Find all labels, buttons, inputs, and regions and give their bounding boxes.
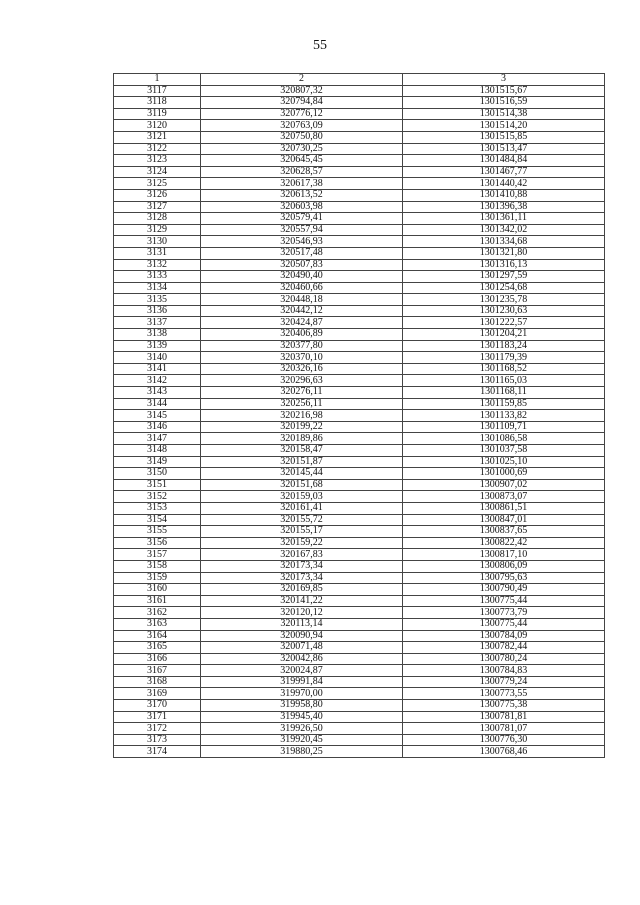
table-row: [114, 433, 605, 445]
column-header: 3: [403, 74, 605, 86]
table-row: [114, 294, 605, 306]
table-header-row: [114, 74, 605, 86]
x-coordinate-cell: 320169,85: [201, 584, 403, 596]
point-number-cell: 3146: [114, 421, 201, 433]
point-number-cell: 3165: [114, 642, 201, 654]
table-row: [114, 271, 605, 283]
x-coordinate-cell: 320557,94: [201, 224, 403, 236]
point-number-cell: 3144: [114, 398, 201, 410]
table-row: [114, 387, 605, 399]
point-number-cell: 3156: [114, 537, 201, 549]
y-coordinate-cell: 1301440,42: [403, 178, 605, 190]
table-row: [114, 700, 605, 712]
table-row: [114, 468, 605, 480]
x-coordinate-cell: 320807,32: [201, 85, 403, 97]
point-number-cell: 3148: [114, 445, 201, 457]
y-coordinate-cell: 1301410,88: [403, 189, 605, 201]
table-row: [114, 247, 605, 259]
point-number-cell: 3122: [114, 143, 201, 155]
point-number-cell: 3127: [114, 201, 201, 213]
table-row: [114, 236, 605, 248]
point-number-cell: 3160: [114, 584, 201, 596]
y-coordinate-cell: 1300784,09: [403, 630, 605, 642]
table-row: [114, 491, 605, 503]
point-number-cell: 3123: [114, 155, 201, 167]
y-coordinate-cell: 1301254,68: [403, 282, 605, 294]
table-row: [114, 711, 605, 723]
point-number-cell: 3124: [114, 166, 201, 178]
point-number-cell: 3152: [114, 491, 201, 503]
y-coordinate-cell: 1301316,13: [403, 259, 605, 271]
x-coordinate-cell: 320256,11: [201, 398, 403, 410]
x-coordinate-cell: 320613,52: [201, 189, 403, 201]
y-coordinate-cell: 1300781,07: [403, 723, 605, 735]
point-number-cell: 3134: [114, 282, 201, 294]
y-coordinate-cell: 1301183,24: [403, 340, 605, 352]
table-row: [114, 305, 605, 317]
x-coordinate-cell: 320155,17: [201, 526, 403, 538]
point-number-cell: 3174: [114, 746, 201, 758]
table-row: [114, 665, 605, 677]
table-row: [114, 178, 605, 190]
point-number-cell: 3121: [114, 131, 201, 143]
x-coordinate-cell: 320158,47: [201, 445, 403, 457]
y-coordinate-cell: 1300817,10: [403, 549, 605, 561]
y-coordinate-cell: 1300795,63: [403, 572, 605, 584]
table-row: [114, 421, 605, 433]
x-coordinate-cell: 320090,94: [201, 630, 403, 642]
table-row: [114, 363, 605, 375]
y-coordinate-cell: 1301109,71: [403, 421, 605, 433]
point-number-cell: 3129: [114, 224, 201, 236]
y-coordinate-cell: 1301484,84: [403, 155, 605, 167]
x-coordinate-cell: 319880,25: [201, 746, 403, 758]
table-row: [114, 734, 605, 746]
point-number-cell: 3161: [114, 595, 201, 607]
point-number-cell: 3138: [114, 329, 201, 341]
y-coordinate-cell: 1301396,38: [403, 201, 605, 213]
x-coordinate-cell: 320276,11: [201, 387, 403, 399]
point-number-cell: 3155: [114, 526, 201, 538]
table-row: [114, 688, 605, 700]
point-number-cell: 3117: [114, 85, 201, 97]
y-coordinate-cell: 1300847,01: [403, 514, 605, 526]
point-number-cell: 3130: [114, 236, 201, 248]
table-row: [114, 398, 605, 410]
y-coordinate-cell: 1300861,51: [403, 502, 605, 514]
y-coordinate-cell: 1300790,49: [403, 584, 605, 596]
point-number-cell: 3137: [114, 317, 201, 329]
x-coordinate-cell: 319958,80: [201, 700, 403, 712]
x-coordinate-cell: 320042,86: [201, 653, 403, 665]
x-coordinate-cell: 320406,89: [201, 329, 403, 341]
y-coordinate-cell: 1300782,44: [403, 642, 605, 654]
y-coordinate-cell: 1301230,63: [403, 305, 605, 317]
y-coordinate-cell: 1301000,69: [403, 468, 605, 480]
table-row: [114, 549, 605, 561]
y-coordinate-cell: 1301133,82: [403, 410, 605, 422]
x-coordinate-cell: 320173,34: [201, 560, 403, 572]
x-coordinate-cell: 320442,12: [201, 305, 403, 317]
point-number-cell: 3133: [114, 271, 201, 283]
x-coordinate-cell: 320448,18: [201, 294, 403, 306]
page-number: 55: [313, 38, 327, 53]
x-coordinate-cell: 320216,98: [201, 410, 403, 422]
table-row: [114, 85, 605, 97]
point-number-cell: 3120: [114, 120, 201, 132]
point-number-cell: 3140: [114, 352, 201, 364]
y-coordinate-cell: 1300873,07: [403, 491, 605, 503]
table-row: [114, 642, 605, 654]
table-row: [114, 445, 605, 457]
point-number-cell: 3136: [114, 305, 201, 317]
table-row: [114, 155, 605, 167]
table-row: [114, 329, 605, 341]
y-coordinate-cell: 1300784,83: [403, 665, 605, 677]
x-coordinate-cell: 320071,48: [201, 642, 403, 654]
point-number-cell: 3128: [114, 213, 201, 225]
point-number-cell: 3132: [114, 259, 201, 271]
x-coordinate-cell: 319920,45: [201, 734, 403, 746]
point-number-cell: 3143: [114, 387, 201, 399]
x-coordinate-cell: 320161,41: [201, 502, 403, 514]
table-row: [114, 572, 605, 584]
table-row: [114, 375, 605, 387]
point-number-cell: 3118: [114, 97, 201, 109]
x-coordinate-cell: 320507,83: [201, 259, 403, 271]
table-row: [114, 584, 605, 596]
table-row: [114, 166, 605, 178]
table-row: [114, 653, 605, 665]
point-number-cell: 3172: [114, 723, 201, 735]
y-coordinate-cell: 1300907,02: [403, 479, 605, 491]
table-row: [114, 607, 605, 619]
table-row: [114, 189, 605, 201]
point-number-cell: 3151: [114, 479, 201, 491]
point-number-cell: 3153: [114, 502, 201, 514]
x-coordinate-cell: 320167,83: [201, 549, 403, 561]
y-coordinate-cell: 1300806,09: [403, 560, 605, 572]
point-number-cell: 3150: [114, 468, 201, 480]
point-number-cell: 3164: [114, 630, 201, 642]
x-coordinate-cell: 320296,63: [201, 375, 403, 387]
point-number-cell: 3154: [114, 514, 201, 526]
point-number-cell: 3147: [114, 433, 201, 445]
y-coordinate-cell: 1300775,44: [403, 618, 605, 630]
y-coordinate-cell: 1301514,20: [403, 120, 605, 132]
x-coordinate-cell: 320199,22: [201, 421, 403, 433]
x-coordinate-cell: 320645,45: [201, 155, 403, 167]
table-row: [114, 224, 605, 236]
table-row: [114, 97, 605, 109]
point-number-cell: 3163: [114, 618, 201, 630]
point-number-cell: 3142: [114, 375, 201, 387]
y-coordinate-cell: 1300822,42: [403, 537, 605, 549]
x-coordinate-cell: 320490,40: [201, 271, 403, 283]
y-coordinate-cell: 1301235,78: [403, 294, 605, 306]
x-coordinate-cell: 320151,68: [201, 479, 403, 491]
column-header: 1: [114, 74, 201, 86]
y-coordinate-cell: 1300775,44: [403, 595, 605, 607]
x-coordinate-cell: 320517,48: [201, 247, 403, 259]
x-coordinate-cell: 320370,10: [201, 352, 403, 364]
point-number-cell: 3145: [114, 410, 201, 422]
point-number-cell: 3169: [114, 688, 201, 700]
table-row: [114, 131, 605, 143]
table-row: [114, 120, 605, 132]
y-coordinate-cell: 1301467,77: [403, 166, 605, 178]
point-number-cell: 3168: [114, 676, 201, 688]
column-header: 2: [201, 74, 403, 86]
point-number-cell: 3159: [114, 572, 201, 584]
table-row: [114, 630, 605, 642]
y-coordinate-cell: 1300773,55: [403, 688, 605, 700]
point-number-cell: 3131: [114, 247, 201, 259]
y-coordinate-cell: 1301165,03: [403, 375, 605, 387]
x-coordinate-cell: 319970,00: [201, 688, 403, 700]
coordinates-table: [113, 73, 605, 758]
x-coordinate-cell: 320460,66: [201, 282, 403, 294]
y-coordinate-cell: 1300768,46: [403, 746, 605, 758]
table-row: [114, 259, 605, 271]
y-coordinate-cell: 1301086,58: [403, 433, 605, 445]
x-coordinate-cell: 320424,87: [201, 317, 403, 329]
table-row: [114, 723, 605, 735]
table-body: [114, 85, 605, 757]
x-coordinate-cell: 320794,84: [201, 97, 403, 109]
y-coordinate-cell: 1301025,10: [403, 456, 605, 468]
x-coordinate-cell: 319945,40: [201, 711, 403, 723]
x-coordinate-cell: 320159,22: [201, 537, 403, 549]
x-coordinate-cell: 320141,22: [201, 595, 403, 607]
y-coordinate-cell: 1301514,38: [403, 108, 605, 120]
y-coordinate-cell: 1301168,11: [403, 387, 605, 399]
x-coordinate-cell: 320189,86: [201, 433, 403, 445]
table-row: [114, 340, 605, 352]
point-number-cell: 3166: [114, 653, 201, 665]
y-coordinate-cell: 1301321,80: [403, 247, 605, 259]
y-coordinate-cell: 1301334,68: [403, 236, 605, 248]
y-coordinate-cell: 1301204,21: [403, 329, 605, 341]
point-number-cell: 3158: [114, 560, 201, 572]
x-coordinate-cell: 320113,14: [201, 618, 403, 630]
y-coordinate-cell: 1301179,39: [403, 352, 605, 364]
x-coordinate-cell: 320628,57: [201, 166, 403, 178]
table-row: [114, 595, 605, 607]
table-row: [114, 143, 605, 155]
x-coordinate-cell: 320603,98: [201, 201, 403, 213]
table-row: [114, 514, 605, 526]
point-number-cell: 3157: [114, 549, 201, 561]
x-coordinate-cell: 319991,84: [201, 676, 403, 688]
y-coordinate-cell: 1301515,85: [403, 131, 605, 143]
y-coordinate-cell: 1301297,59: [403, 271, 605, 283]
table-row: [114, 479, 605, 491]
point-number-cell: 3125: [114, 178, 201, 190]
y-coordinate-cell: 1300773,79: [403, 607, 605, 619]
y-coordinate-cell: 1300779,24: [403, 676, 605, 688]
point-number-cell: 3167: [114, 665, 201, 677]
table-row: [114, 618, 605, 630]
x-coordinate-cell: 320377,80: [201, 340, 403, 352]
x-coordinate-cell: 320151,87: [201, 456, 403, 468]
x-coordinate-cell: 320730,25: [201, 143, 403, 155]
table-row: [114, 502, 605, 514]
table-row: [114, 352, 605, 364]
point-number-cell: 3149: [114, 456, 201, 468]
x-coordinate-cell: 319926,50: [201, 723, 403, 735]
table-row: [114, 410, 605, 422]
x-coordinate-cell: 320155,72: [201, 514, 403, 526]
table-row: [114, 282, 605, 294]
table-row: [114, 526, 605, 538]
point-number-cell: 3119: [114, 108, 201, 120]
y-coordinate-cell: 1300776,30: [403, 734, 605, 746]
table-row: [114, 560, 605, 572]
table-row: [114, 456, 605, 468]
table-row: [114, 108, 605, 120]
point-number-cell: 3170: [114, 700, 201, 712]
point-number-cell: 3141: [114, 363, 201, 375]
table-row: [114, 201, 605, 213]
x-coordinate-cell: 320763,09: [201, 120, 403, 132]
y-coordinate-cell: 1301168,52: [403, 363, 605, 375]
table-row: [114, 676, 605, 688]
x-coordinate-cell: 320173,34: [201, 572, 403, 584]
y-coordinate-cell: 1301516,59: [403, 97, 605, 109]
y-coordinate-cell: 1301513,47: [403, 143, 605, 155]
y-coordinate-cell: 1301515,67: [403, 85, 605, 97]
point-number-cell: 3135: [114, 294, 201, 306]
x-coordinate-cell: 320120,12: [201, 607, 403, 619]
y-coordinate-cell: 1300837,65: [403, 526, 605, 538]
x-coordinate-cell: 320024,87: [201, 665, 403, 677]
point-number-cell: 3171: [114, 711, 201, 723]
y-coordinate-cell: 1300781,81: [403, 711, 605, 723]
point-number-cell: 3126: [114, 189, 201, 201]
x-coordinate-cell: 320579,41: [201, 213, 403, 225]
table-row: [114, 746, 605, 758]
x-coordinate-cell: 320776,12: [201, 108, 403, 120]
y-coordinate-cell: 1300775,38: [403, 700, 605, 712]
y-coordinate-cell: 1300780,24: [403, 653, 605, 665]
x-coordinate-cell: 320326,16: [201, 363, 403, 375]
y-coordinate-cell: 1301342,02: [403, 224, 605, 236]
x-coordinate-cell: 320159,03: [201, 491, 403, 503]
y-coordinate-cell: 1301037,58: [403, 445, 605, 457]
x-coordinate-cell: 320145,44: [201, 468, 403, 480]
x-coordinate-cell: 320617,38: [201, 178, 403, 190]
y-coordinate-cell: 1301222,57: [403, 317, 605, 329]
y-coordinate-cell: 1301159,85: [403, 398, 605, 410]
x-coordinate-cell: 320750,80: [201, 131, 403, 143]
table-row: [114, 317, 605, 329]
point-number-cell: 3162: [114, 607, 201, 619]
table-row: [114, 537, 605, 549]
x-coordinate-cell: 320546,93: [201, 236, 403, 248]
point-number-cell: 3139: [114, 340, 201, 352]
table-row: [114, 213, 605, 225]
point-number-cell: 3173: [114, 734, 201, 746]
y-coordinate-cell: 1301361,11: [403, 213, 605, 225]
